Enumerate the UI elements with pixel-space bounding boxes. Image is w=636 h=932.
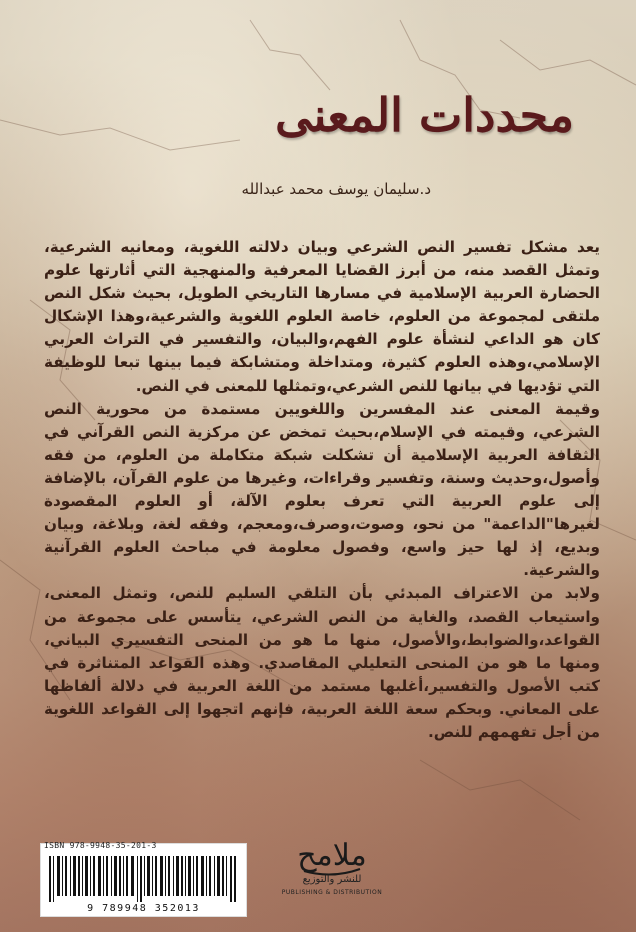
paragraph-1: يعد مشكل تفسير النص الشرعي وبيان دلالته اللغوية، ومعانيه الشرعية، وتمثل القصد منه، من أبرز القضايا المعرفية والمنهجية التي أثارتها علوم الحضارة العربية الإسلامية في مسارها التاريخي الطويل، بحيث شكل النص ملتقى لمجموعة من العلوم، خاصة العلوم اللغوية والشرعية،وهذا الإشكال كان هو الداعي لنشأة علوم الفهم،والبيان، والتفسير في التراث العربي الإسلامي،وهذه العلوم كثيرة، ومتداخلة ومتشابكة فيما بينها تبعا للوظيفة التي تؤديها في بيانها للنص الشرعي،وتمثلها للمعنى في النص. — [44, 238, 600, 395]
isbn-label: ISBN 978-9948-35-201-3 — [44, 841, 157, 850]
back-cover-text — [44, 236, 600, 744]
isbn-barcode — [40, 843, 247, 917]
paragraph-3: ولابد من الاعتراف المبدئي بأن التلقي السليم للنص، وتمثل المعنى، واستيعاب القصد، والغاية من النص الشرعي، يتأسس على مجموعة من القواعد،والضوابط،والأصول، منها ما هو من المنحى التفسيري البياني، ومنها ما هو من المنحى التعليلي المقاصدي. وهذه القواعد المتناثرة في كتب الأصول والتفسير،أغلبها مستمد من اللغة العربية في دلالة ألفاظها على المعاني. وبحكم سعة اللغة العربية، فإنهم اتجهوا إلى القواعد اللغوية من أجل تفهمهم للنص. — [44, 584, 600, 741]
barcode-number: 9 789948 352013 — [87, 903, 200, 914]
publisher-logo-text: ملامح — [297, 838, 367, 873]
book-title: محددات المعنى — [275, 88, 574, 142]
paragraph-2: وقيمة المعنى عند المفسرين واللغويين مستمدة من محورية النص الشرعي، وقيمته في الإسلام،بحيث تمخض عن مركزية النص القرآني في الثقافة العربية الإسلامية أن تشكلت شبكة متكاملة من العلوم، من فقه وأصول،وحديث وسنة، وتفسير وقراءات، وغيرها من علوم القرآن، بالإضافة إلى علوم العربية التي تعرف بعلوم الآلة، أو العلوم المقصودة لغيرها"الداعمة" من نحو، وصوت،وصرف،ومعجم، وفقه لغة، وبلاغة، وبيان وبديع، إذ لها حيز واسع، وفصول معلومة في مباحث العلوم القرآنية والشرعية. — [44, 399, 600, 580]
publisher-name: للنشر والتوزيع — [302, 874, 362, 885]
barcode-bars — [49, 856, 238, 902]
publisher-english: PUBLISHING & DISTRIBUTION — [281, 889, 383, 896]
book-author: د.سليمان يوسف محمد عبدالله — [241, 180, 431, 198]
